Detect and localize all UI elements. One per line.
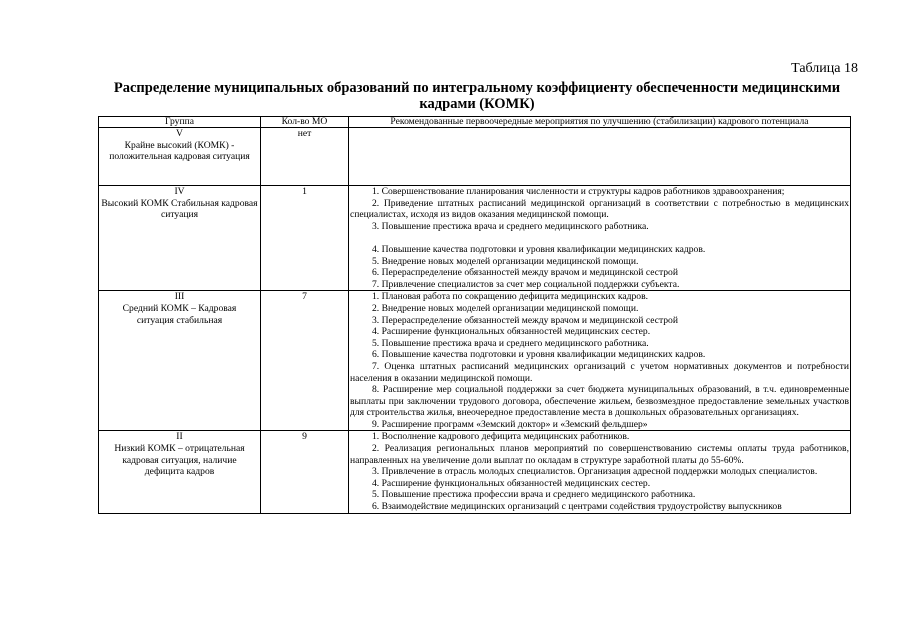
measure-item: 4. Расширение функциональных обязанностей медицинских сестер. — [372, 477, 651, 489]
page-title: Распределение муниципальных образований по интегральному коэффициенту обеспеченности медицинскими кадрами (КОМК) — [113, 80, 841, 112]
measure-item: 6. Повышение качества подготовки и уровня квалификации медицинских кадров. — [372, 349, 706, 361]
table-row — [99, 186, 851, 291]
count-cell: 1 — [261, 186, 349, 291]
table-row — [99, 128, 851, 186]
group-number: II — [176, 431, 183, 443]
group-description: Низкий КОМК – отрицательная кадровая ситуация, наличие дефицита кадров — [114, 443, 245, 478]
measure-item: 4. Повышение качества подготовки и уровня квалификации медицинских кадров. — [372, 243, 706, 255]
table-label: Таблица 18 — [791, 61, 858, 76]
measure-item: 6. Перераспределение обязанностей между врачом и медицинской сестрой — [372, 267, 678, 279]
count-cell: нет — [261, 128, 349, 186]
group-cell — [99, 431, 261, 513]
measure-item: 5. Повышение престижа профессии врача и среднего медицинского работника. — [372, 489, 696, 501]
table-row — [99, 431, 851, 513]
measure-item: 7. Оценка штатных расписаний медицинских организаций с учетом нормативных документов и потребности населения в оказании медицинской помощи. — [350, 360, 849, 384]
measure-item: 7. Привлечение специалистов за счет мер социальной поддержки субъекта. — [372, 278, 680, 290]
count-cell: 9 — [261, 431, 349, 513]
group-cell — [99, 186, 261, 291]
measure-item: 4. Расширение функциональных обязанностей медицинских сестер. — [372, 326, 651, 338]
measure-item: 1. Совершенствование планирования численности и структуры кадров работников здравоохранения; — [372, 186, 785, 197]
measure-item: 1. Восполнение кадрового дефицита медицинских работников. — [372, 431, 630, 443]
measure-item: 2. Реализация региональных планов мероприятий по совершенствованию системы оплаты труда работников, направленных на увеличение доли выплат по окладам в структуре заработной платы до 55-60%. — [350, 443, 849, 466]
group-number: III — [174, 291, 185, 303]
measure-item: 5. Повышение престижа врача и среднего медицинского работника. — [372, 337, 649, 349]
measures-cell — [349, 431, 851, 513]
measure-item: 3. Привлечение в отрасль молодых специалистов. Организация адресной поддержки молодых специалистов. — [372, 466, 818, 478]
group-number: IV — [174, 186, 185, 197]
group-cell — [99, 128, 261, 186]
table-row — [99, 291, 851, 431]
measure-item: 5. Внедрение новых моделей организации медицинской помощи. — [372, 255, 639, 267]
measure-item: 3. Перераспределение обязанностей между врачом и медицинской сестрой — [372, 314, 678, 326]
measure-item: 2. Внедрение новых моделей организации медицинской помощи. — [372, 302, 639, 314]
measures-cell — [349, 291, 851, 431]
group-cell — [99, 291, 261, 431]
measure-item: 8. Расширение мер социальной поддержки за счет бюджета муниципальных образований, в т.ч. единовременные выплаты при заключении трудового договора, обеспечение жильем, безвозмездное предоставление земельных участков для строительства жилья, внеочередное предоставление места в дошкольных образовательных организациях. — [350, 384, 849, 419]
measure-item: 6. Взаимодействие медицинских организаций с центрами содействия трудоустройству выпускников — [372, 501, 782, 513]
measures-cell — [349, 128, 851, 186]
count-cell: 7 — [261, 291, 349, 431]
measure-item: 3. Повышение престижа врача и среднего медицинского работника. — [372, 220, 649, 232]
column-header-measures: Рекомендованные первоочередные мероприятия по улучшению (стабилизации) кадрового потенциала — [349, 117, 851, 128]
group-number: V — [176, 128, 183, 139]
measure-item: 1. Плановая работа по сокращению дефицита медицинских кадров. — [372, 291, 649, 303]
komk-table — [98, 116, 851, 514]
measure-item: 2. Приведение штатных расписаний медицинской организаций в соответствии с потребностью в медицинских специалистах, исходя из видов оказания медицинской помощи. — [350, 197, 849, 221]
table-header-row — [99, 117, 851, 128]
measures-cell — [349, 186, 851, 291]
group-description: Крайне высокий (КОМК) - положительная кадровая ситуация — [109, 139, 250, 163]
measure-item: 9. Расширение программ «Земский доктор» и «Земский фельдшер» — [372, 418, 648, 430]
column-header-count: Кол-во МО — [261, 117, 349, 128]
group-description: Высокий КОМК Стабильная кадровая ситуация — [101, 197, 258, 221]
column-header-group: Группа — [99, 117, 261, 128]
group-description: Средний КОМК – Кадровая ситуация стабильная — [122, 302, 237, 326]
